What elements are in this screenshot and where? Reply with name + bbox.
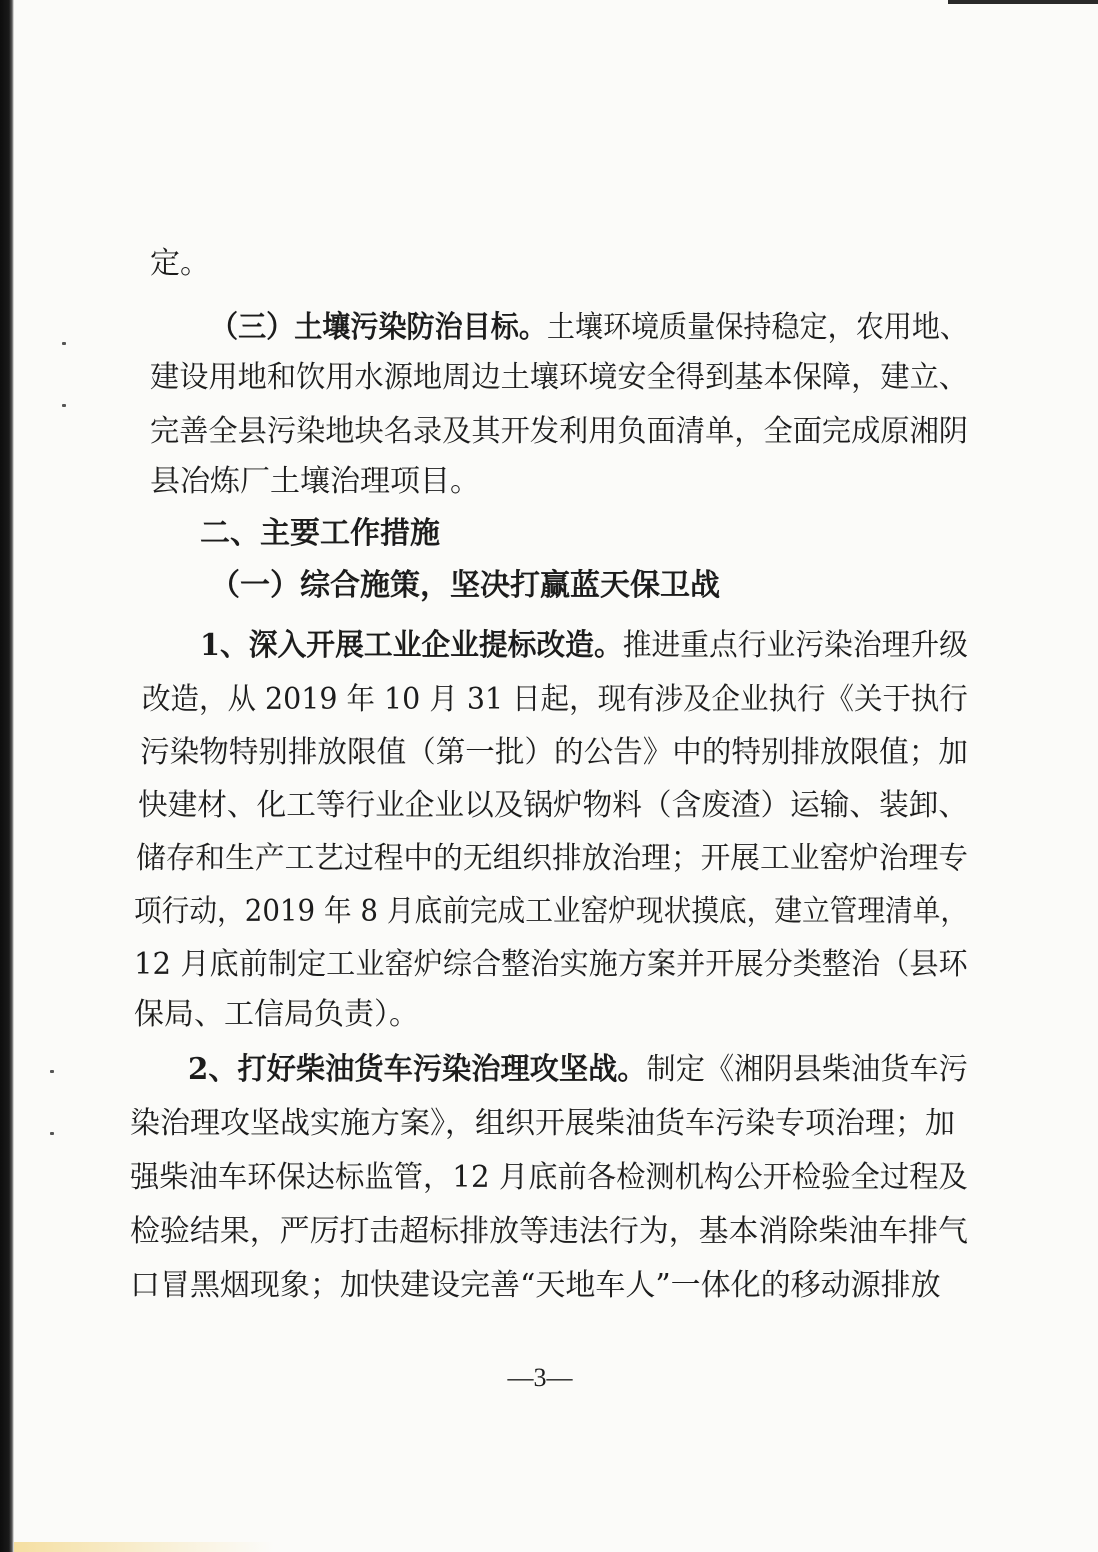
item2-text: 制定《湘阴县柴油货车污 <box>646 1052 968 1087</box>
goal3-paragraph-line <box>210 308 968 348</box>
item1-line: 快建材、化工等行业企业以及锅炉物料（含废渣）运输、装卸、 <box>138 788 969 823</box>
section2-heading: 二、主要工作措施 <box>200 516 440 551</box>
item1-line: 项行动，2019 年 8 月底前完成工业窑炉现状摸底，建立管理清单， <box>134 894 969 929</box>
goal3-line: 建设用地和饮用水源地周边土壤环境安全得到基本保障，建立、 <box>150 360 968 395</box>
item1-line: 改造，从 2019 年 10 月 31 日起，现有涉及企业执行《关于执行 <box>142 682 968 717</box>
item1-text: 推进重点行业污染治理升级 <box>622 628 968 663</box>
item1-line: 12 月底前制定工业窑炉综合整治实施方案并开展分类整治（县环 <box>134 947 968 982</box>
item1-paragraph-line <box>200 626 968 666</box>
item2-line: 口冒黑烟现象；加快建设完善“天地车人”一体化的移动源排放 <box>130 1268 941 1303</box>
item2-line: 染治理攻坚战实施方案》，组织开展柴油货车污染专项治理；加 <box>130 1106 955 1141</box>
item1-line: 储存和生产工艺过程中的无组织排放治理；开展工业窑炉治理专 <box>136 841 969 876</box>
continuation-line: 定。 <box>150 246 210 281</box>
item2-title: 2、打好柴油货车污染治理攻坚战。 <box>188 1052 647 1087</box>
subsection1-heading: （一）综合施策，坚决打赢蓝天保卫战 <box>210 568 720 603</box>
goal3-text: 土壤环境质量保持稳定，农用地、 <box>546 310 968 345</box>
page-number: —3— <box>507 1363 573 1392</box>
goal3-line: 完善全县污染地块名录及其开发利用负面清单，全面完成原湘阴 <box>150 414 968 449</box>
item1-line: 污染物特别排放限值（第一批）的公告》中的特别排放限值；加 <box>140 735 968 770</box>
item2-line: 检验结果，严厉打击超标排放等违法行为，基本消除柴油车排气 <box>130 1214 968 1249</box>
item1-line: 保局、工信局负责）。 <box>134 997 419 1032</box>
item2-paragraph-line <box>188 1050 968 1090</box>
item1-title: 1、深入开展工业企业提标改造。 <box>200 628 623 663</box>
item2-line: 强柴油车环保达标监管，12 月底前各检测机构公开检验全过程及 <box>130 1160 968 1195</box>
goal3-title: （三）土壤污染防治目标。 <box>210 310 547 345</box>
goal3-line: 县冶炼厂土壤治理项目。 <box>150 464 480 499</box>
